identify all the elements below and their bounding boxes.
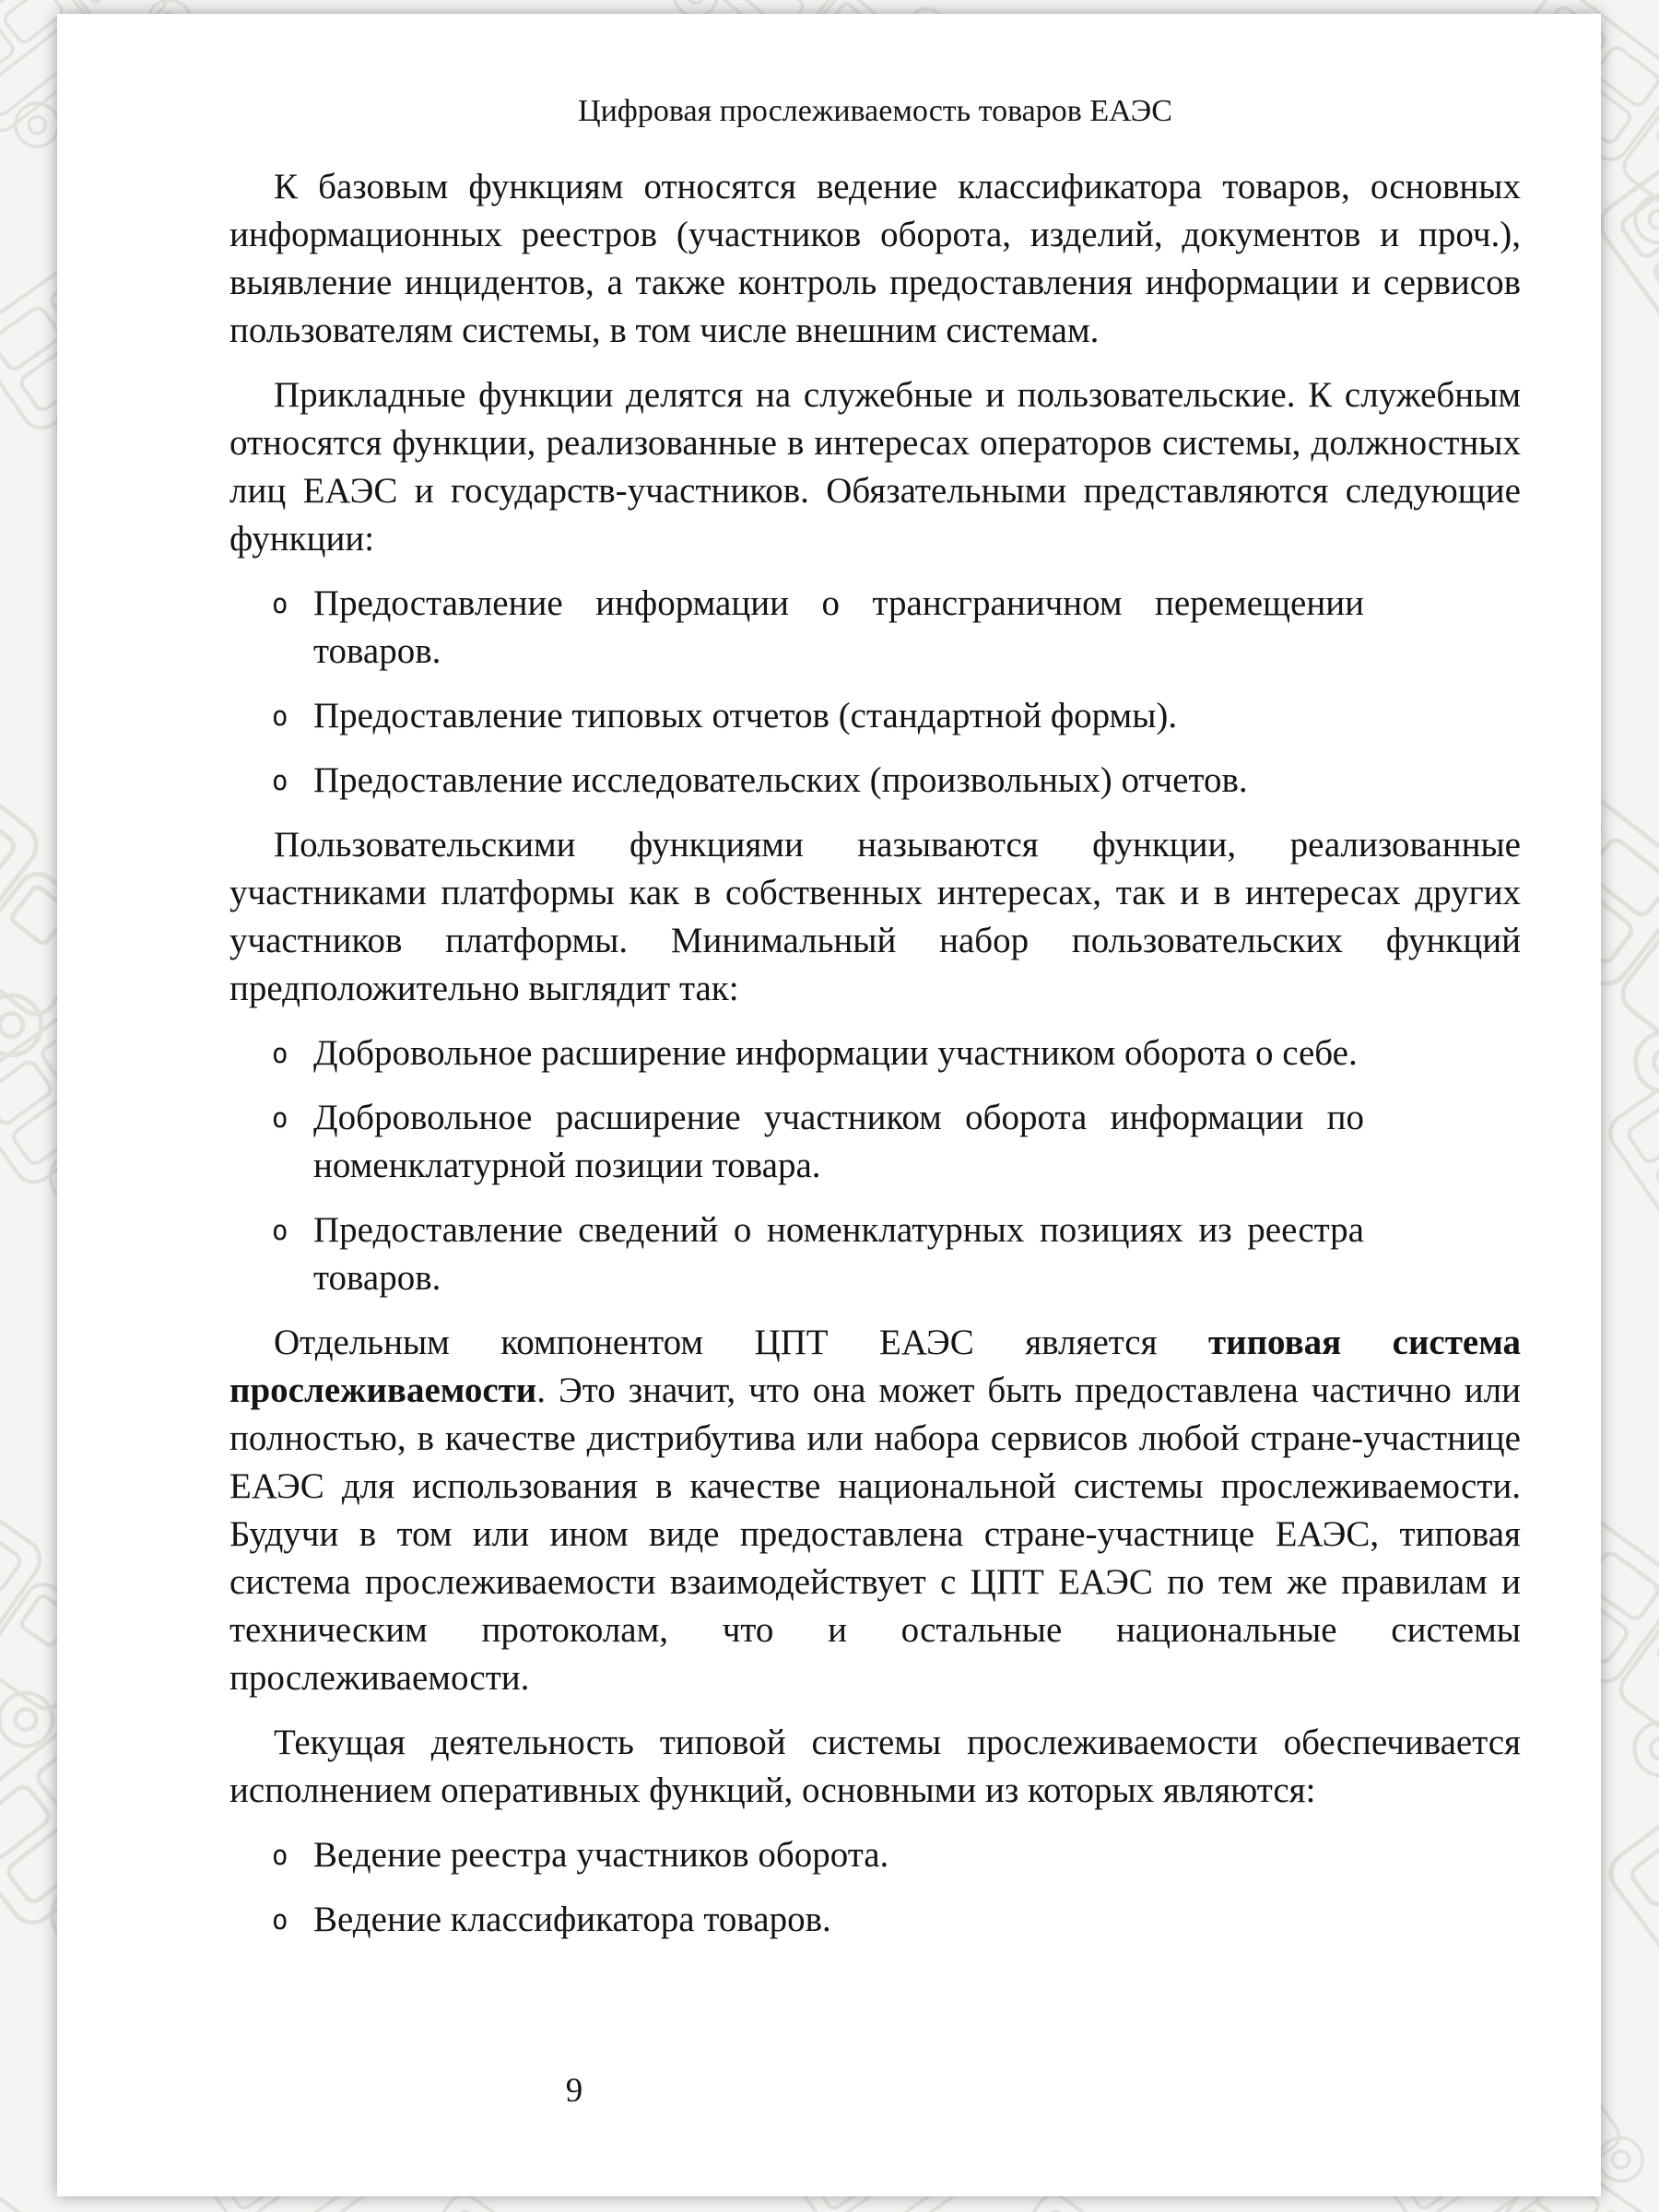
paragraph-user-functions: Пользовательскими функциями называются функции, реализованные участниками платформы как в собственных интересах, так и в интересах других участников платформы. Минимальный набор пользовательских функций предположительно выглядит так: [229,825,1521,1008]
running-header: Цифровая прослеживаемость товаров ЕАЭС [578,94,1172,128]
list-item [229,1030,1364,1077]
list-item [229,1094,1364,1190]
document-page [57,14,1601,2196]
list-item-text: Добровольное расширение участником оборота информации по номенклатурной позиции товара. [313,1098,1364,1185]
paragraph-text-prefix: Отдельным компонентом ЦПТ ЕАЭС является [274,1323,1208,1362]
list-item [229,1206,1364,1302]
bullet-marker: o [272,700,288,732]
list-item [229,1896,1364,1944]
list-item-text: Ведение реестра участников оборота. [313,1835,889,1875]
list-item-text: Предоставление исследовательских (произвольных) отчетов. [313,760,1248,800]
paragraph-text-suffix: . Это значит, что она может быть предоставлена частично или полностью, в качестве дистрибутива или набора сервисов любой стране-участнице ЕАЭС для использования в качестве национальной системы прослеживаемости. Будучи в том или ином виде предоставлена стране-участнице ЕАЭС, типовая система прослеживаемости взаимодействует с ЦПТ ЕАЭС по тем же правилам и техническим протоколам, что и остальные национальные системы прослеживаемости. [229,1371,1521,1698]
paragraph-standard-system [229,1319,1521,1702]
bullet-marker: o [272,588,288,619]
paragraph-basic-functions: К базовым функциям относятся ведение классификатора товаров, основных информационных реестров (участников оборота, изделий, документов и проч.), выявление инцидентов, а также контроль предоставления информации и сервисов пользователям системы, в том числе внешним системам. [229,167,1521,350]
bullet-marker: o [272,765,288,796]
paragraph-current-activity: Текущая деятельность типовой системы прослеживаемости обеспечивается исполнением оперативных функций, основными из которых являются: [229,1723,1521,1810]
list-item-text: Предоставление сведений о номенклатурных позициях из реестра товаров. [313,1210,1364,1298]
bullet-list-operational-functions [229,1831,1521,1944]
list-item [229,580,1364,676]
bullet-marker: o [272,1840,288,1871]
bullet-marker: o [272,1904,288,1936]
list-item-text: Предоставление информации о трансграничном перемещении товаров. [313,583,1364,671]
bullet-list-user-functions [229,1030,1521,1302]
page-number: 9 [565,2072,583,2110]
paragraph-applied-functions: Прикладные функции делятся на служебные и пользовательские. К служебным относятся функции, реализованные в интересах операторов системы, должностных лиц ЕАЭС и государств-участников. Обязательными представляются следующие функции: [229,375,1521,559]
list-item-text: Ведение классификатора товаров. [313,1900,831,1939]
bullet-list-service-functions [229,580,1521,805]
list-item-text: Предоставление типовых отчетов (стандартной формы). [313,696,1178,735]
list-item-text: Добровольное расширение информации участником оборота о себе. [313,1033,1358,1073]
bullet-marker: o [272,1215,288,1246]
list-item [229,1831,1364,1879]
bold-term-standard-system: типовая система прослеживаемости [229,1323,1521,1410]
bullet-marker: o [272,1102,288,1134]
list-item [229,692,1364,740]
list-item [229,757,1364,805]
bullet-marker: o [272,1038,288,1069]
